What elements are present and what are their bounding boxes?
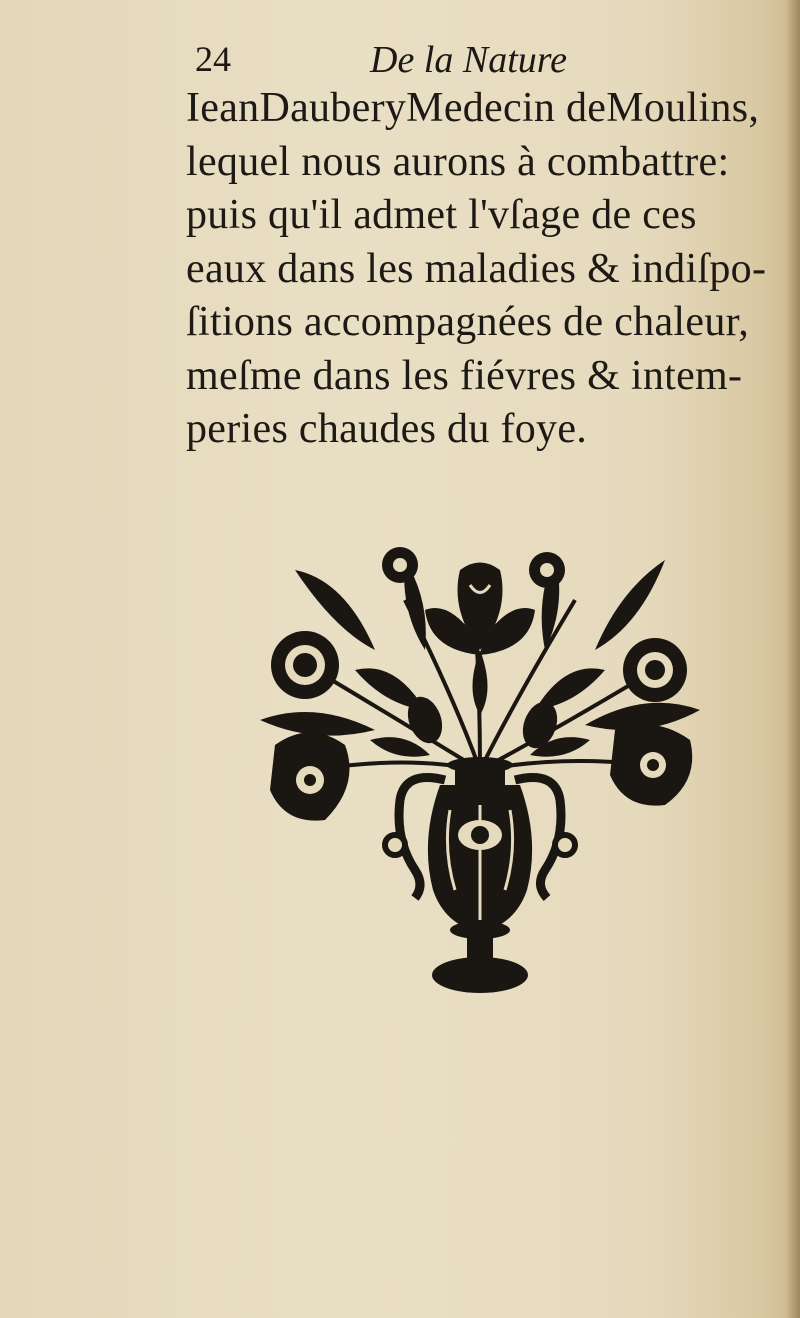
text-line-6: meſme dans les fiévres & intem- (186, 352, 743, 399)
running-title: De la Nature (370, 39, 568, 81)
page-number: 24 (195, 39, 231, 79)
text-line-1: IeanDauberyMedecin deMoulins, (186, 85, 760, 131)
page-header (190, 38, 750, 88)
text-line-3: puis qu'il admet l'vſage de ces (186, 192, 697, 238)
text-line-5: ſitions accompagnées de chaleur, (186, 299, 750, 345)
text-line-7: peries chaudes du foye. (186, 406, 588, 452)
text-line-4: eaux dans les maladies & indiſpo- (186, 245, 767, 292)
text-line-2: lequel nous aurons à combattre: (186, 138, 730, 185)
body-text (186, 82, 776, 457)
flower-vase-woodcut-icon (255, 540, 705, 1010)
page-edge-shadow (786, 0, 800, 1318)
